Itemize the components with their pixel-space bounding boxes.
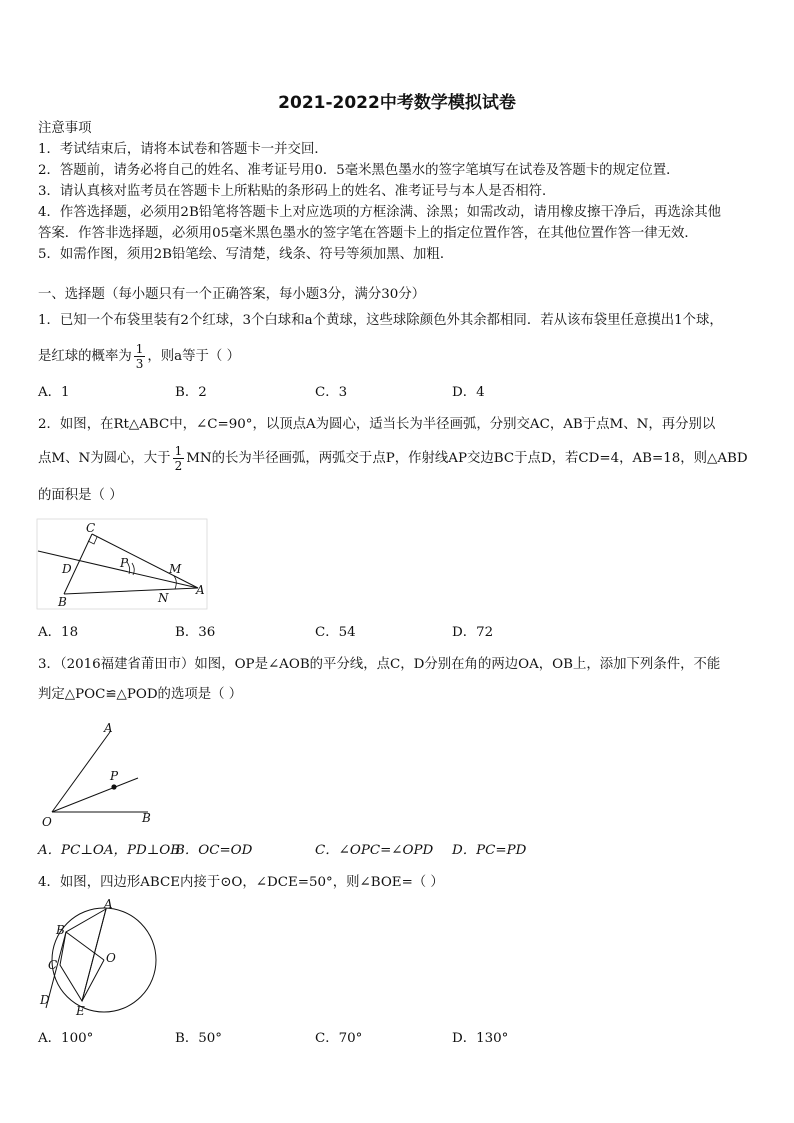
- q1-line-2: [38, 340, 758, 374]
- q4-option-b[interactable]: B．50°: [175, 1031, 222, 1046]
- q4-option-c[interactable]: C．70°: [315, 1031, 363, 1046]
- notice-item-3: 3．请认真核对监考员在答题卡上所粘贴的条形码上的姓名、准考证号与本人是否相符．: [38, 184, 556, 199]
- notice-item-1: 1．考试结束后，请将本试卷和答题卡一并交回．: [38, 142, 328, 157]
- q2-label-m: M: [169, 562, 182, 576]
- notice-item-2: 2．答题前，请务必将自己的姓名、准考证号用0．5毫米黑色墨水的签字笔填写在试卷及答题卡的规定位置．: [38, 163, 680, 178]
- q1-option-c[interactable]: C．3: [315, 385, 348, 400]
- q2-triangle-diagram: [36, 518, 208, 610]
- q1-fraction: [134, 342, 146, 371]
- q2-line-2: [38, 442, 758, 476]
- q1-text-pre: 是红球的概率为: [38, 349, 132, 364]
- page-title: 2021-2022中考数学模拟试卷: [278, 93, 516, 113]
- q3-option-d[interactable]: D．PC=PD: [452, 843, 527, 858]
- q3-label-a: A: [104, 721, 113, 735]
- q1-option-b[interactable]: B．2: [175, 385, 207, 400]
- q2-option-a[interactable]: A．18: [38, 625, 79, 640]
- q3-option-b[interactable]: B．OC=OD: [175, 843, 253, 858]
- q2-text-post: MN的长为半径画弧，两弧交于点P，作射线AP交边BC于点D，若CD=4，AB=18，则△ABD: [186, 451, 748, 466]
- q2-label-a: A: [196, 583, 205, 597]
- q4-line-1: 4．如图，四边形ABCE内接于⊙O，∠DCE=50°，则∠BOE=（ ）: [38, 875, 444, 890]
- q3-option-a[interactable]: A．PC⊥OA，PD⊥OB: [38, 843, 181, 858]
- q1-option-a[interactable]: A．1: [38, 385, 70, 400]
- q2-line-3: 的面积是（ ）: [38, 488, 123, 503]
- q1-frac-den: 3: [135, 357, 144, 371]
- q2-text-pre: 点M、N为圆心，大于: [38, 451, 171, 466]
- q3-label-o: O: [42, 815, 52, 828]
- q4-label-o: O: [106, 951, 116, 965]
- q4-label-a: A: [104, 898, 113, 911]
- q3-label-b: B: [142, 811, 151, 825]
- q3-line-2: 判定△POC≌△POD的选项是（ ）: [38, 687, 243, 702]
- q1-text-post: ，则a等于（ ）: [147, 349, 240, 364]
- q2-label-d: D: [62, 562, 72, 576]
- q4-label-e: E: [76, 1004, 85, 1018]
- q2-option-c[interactable]: C．54: [315, 625, 356, 640]
- q4-label-d: D: [40, 993, 50, 1007]
- q4-option-a[interactable]: A．100°: [38, 1031, 94, 1046]
- q2-line-1: 2．如图，在Rt△ABC中，∠C=90°，以顶点A为圆心，适当长为半径画弧，分别交AC，AB于点M、N，再分别以: [38, 417, 716, 432]
- q2-label-n: N: [158, 591, 169, 605]
- notice-heading: 注意事项: [38, 121, 92, 136]
- q2-frac-den: 2: [174, 459, 183, 473]
- q4-figure: [36, 898, 158, 1022]
- q3-angle-diagram: [36, 720, 160, 828]
- q2-label-p: P: [120, 556, 129, 570]
- q2-frac-num: 1: [174, 444, 183, 458]
- q2-label-c: C: [86, 521, 96, 535]
- q3-figure: [36, 720, 160, 828]
- q4-label-b: B: [56, 923, 65, 937]
- q3-line-1: 3．（2016福建省莆田市）如图，OP是∠AOB的平分线，点C，D分别在角的两边OA，OB上，添加下列条件，不能: [38, 657, 721, 672]
- q4-circle-diagram: [36, 898, 158, 1022]
- q2-fraction: [173, 444, 185, 473]
- q1-option-d[interactable]: D．4: [452, 385, 485, 400]
- q4-label-c: C: [48, 958, 58, 972]
- notice-item-4-cont: 答案．作答非选择题，必须用05毫米黑色墨水的签字笔在答题卡上的指定位置作答，在其他位置作答一律无效．: [38, 226, 698, 241]
- notice-item-5: 5．如需作图，须用2B铅笔绘、写清楚，线条、符号等须加黑、加粗．: [38, 247, 454, 262]
- q2-figure: [36, 518, 208, 610]
- q1-frac-num: 1: [135, 342, 144, 356]
- q3-option-c[interactable]: C．∠OPC=∠OPD: [315, 843, 434, 858]
- q2-option-b[interactable]: B．36: [175, 625, 216, 640]
- section-heading: 一、选择题（每小题只有一个正确答案，每小题3分，满分30分）: [38, 287, 426, 302]
- q4-option-d[interactable]: D．130°: [452, 1031, 509, 1046]
- q1-line-1: 1．已知一个布袋里装有2个红球，3个白球和a个黄球，这些球除颜色外其余都相同．若从该布袋里任意摸出1个球，: [38, 313, 723, 328]
- q3-label-p: P: [110, 769, 119, 783]
- q2-option-d[interactable]: D．72: [452, 625, 494, 640]
- q2-label-b: B: [58, 595, 67, 609]
- notice-item-4: 4．作答选择题，必须用2B铅笔将答题卡上对应选项的方框涂满、涂黑；如需改动，请用橡皮擦干净后，再选涂其他: [38, 205, 722, 220]
